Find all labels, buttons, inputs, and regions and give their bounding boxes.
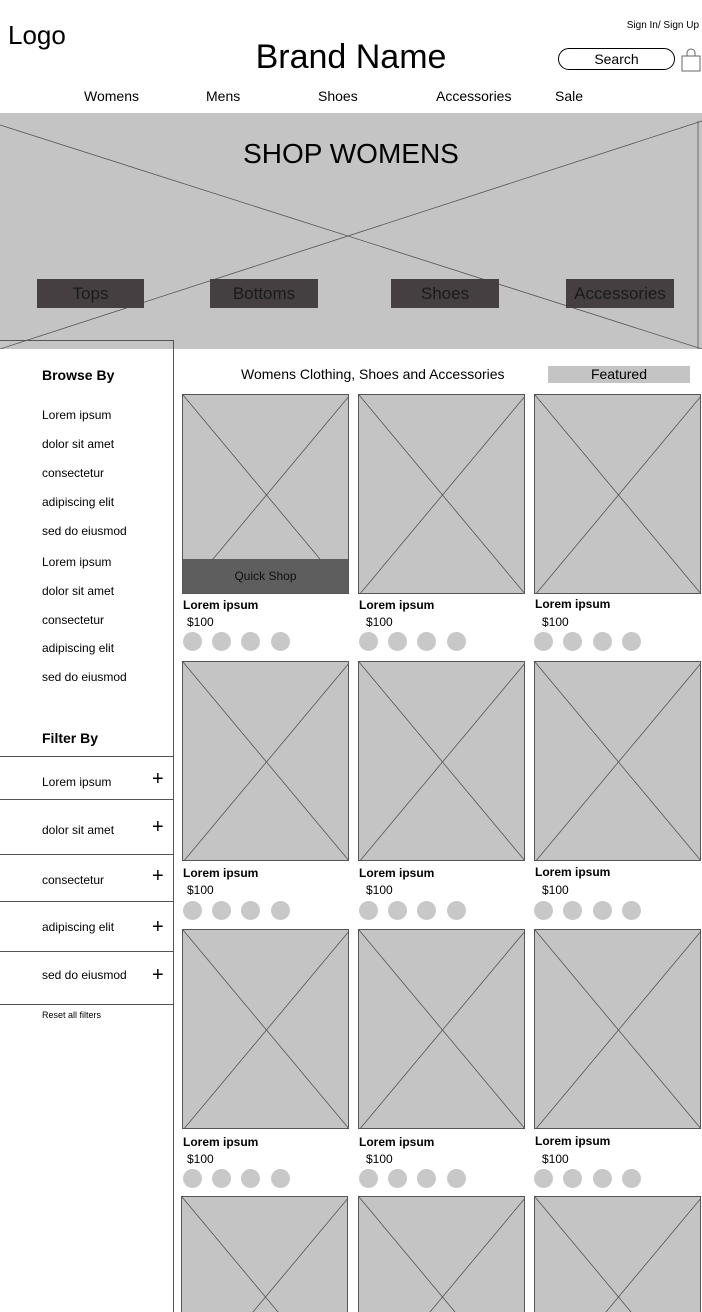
- color-swatch[interactable]: [622, 901, 641, 920]
- product-image[interactable]: [358, 661, 525, 861]
- product-image[interactable]: [182, 929, 349, 1129]
- filter-by-heading: Filter By: [42, 730, 99, 746]
- browse-item[interactable]: dolor sit amet: [42, 437, 115, 451]
- filter-row[interactable]: [0, 901, 173, 951]
- filter-row[interactable]: [0, 854, 173, 901]
- nav-shoes[interactable]: Shoes: [318, 88, 358, 104]
- color-swatch[interactable]: [271, 632, 290, 651]
- color-swatch[interactable]: [183, 901, 202, 920]
- reset-filters-link[interactable]: Reset all filters: [42, 1010, 102, 1020]
- color-swatch[interactable]: [241, 901, 260, 920]
- filter-label: adipiscing elit: [42, 920, 115, 934]
- color-swatch[interactable]: [534, 632, 553, 651]
- browse-item[interactable]: adipiscing elit: [42, 495, 115, 509]
- color-swatch[interactable]: [388, 632, 407, 651]
- color-swatch[interactable]: [359, 632, 378, 651]
- color-swatch[interactable]: [183, 632, 202, 651]
- product-price: $100: [542, 1152, 569, 1166]
- color-swatch[interactable]: [534, 1169, 553, 1188]
- page-title: Womens Clothing, Shoes and Accessories: [241, 366, 505, 382]
- browse-item[interactable]: consectetur: [42, 613, 105, 627]
- product-image[interactable]: [181, 1196, 348, 1312]
- product-name[interactable]: Lorem ipsum: [535, 1134, 611, 1148]
- brand-name: Brand Name: [255, 38, 447, 76]
- browse-item[interactable]: sed do eiusmod: [42, 524, 127, 538]
- product-price: $100: [187, 615, 214, 629]
- filter-label: Lorem ipsum: [42, 775, 112, 789]
- color-swatch[interactable]: [593, 1169, 612, 1188]
- browse-item[interactable]: sed do eiusmod: [42, 670, 127, 684]
- product-name[interactable]: Lorem ipsum: [535, 597, 611, 611]
- color-swatch[interactable]: [563, 901, 582, 920]
- nav-mens[interactable]: Mens: [206, 88, 241, 104]
- color-swatch[interactable]: [417, 632, 436, 651]
- plus-icon[interactable]: +: [152, 865, 164, 887]
- filter-label: dolor sit amet: [42, 823, 115, 837]
- product-price: $100: [542, 883, 569, 897]
- browse-item[interactable]: dolor sit amet: [42, 584, 115, 598]
- color-swatch[interactable]: [241, 632, 260, 651]
- color-swatch[interactable]: [622, 632, 641, 651]
- filter-row[interactable]: [0, 799, 173, 854]
- product-price: $100: [366, 883, 393, 897]
- color-swatch[interactable]: [241, 1169, 260, 1188]
- product-name[interactable]: Lorem ipsum: [183, 866, 259, 880]
- shopping-bag-icon[interactable]: [681, 48, 701, 72]
- category-accessories-button[interactable]: Accessories: [566, 279, 674, 308]
- product-image[interactable]: [358, 394, 525, 594]
- color-swatch[interactable]: [212, 632, 231, 651]
- hero-title: SHOP WOMENS: [243, 138, 459, 169]
- color-swatch[interactable]: [593, 901, 612, 920]
- product-image[interactable]: [358, 1196, 525, 1312]
- product-image[interactable]: [182, 661, 349, 861]
- browse-item[interactable]: adipiscing elit: [42, 641, 115, 655]
- category-shoes-button[interactable]: Shoes: [391, 279, 499, 308]
- color-swatch[interactable]: [212, 901, 231, 920]
- product-price: $100: [366, 1152, 393, 1166]
- product-image[interactable]: [182, 394, 349, 594]
- logo[interactable]: Logo: [8, 20, 66, 50]
- plus-icon[interactable]: +: [152, 816, 164, 838]
- color-swatch[interactable]: [359, 901, 378, 920]
- filter-row[interactable]: [0, 951, 173, 1005]
- color-swatch[interactable]: [593, 632, 612, 651]
- product-name[interactable]: Lorem ipsum: [359, 1135, 435, 1149]
- color-swatch[interactable]: [388, 901, 407, 920]
- quick-shop-button[interactable]: Quick Shop: [183, 559, 348, 593]
- product-name[interactable]: Lorem ipsum: [183, 1135, 259, 1149]
- color-swatch[interactable]: [183, 1169, 202, 1188]
- color-swatch[interactable]: [212, 1169, 231, 1188]
- browse-item[interactable]: Lorem ipsum: [42, 555, 112, 569]
- product-image[interactable]: [534, 661, 701, 861]
- sort-select[interactable]: Featured: [548, 366, 690, 383]
- nav-womens[interactable]: Womens: [84, 88, 139, 104]
- product-price: $100: [187, 883, 214, 897]
- color-swatch[interactable]: [417, 1169, 436, 1188]
- color-swatch[interactable]: [271, 901, 290, 920]
- color-swatch[interactable]: [447, 632, 466, 651]
- browse-by-heading: Browse By: [42, 367, 115, 383]
- product-name[interactable]: Lorem ipsum: [359, 866, 435, 880]
- filter-row[interactable]: [0, 756, 173, 799]
- product-image[interactable]: [534, 1196, 701, 1312]
- browse-item[interactable]: Lorem ipsum: [42, 408, 112, 422]
- color-swatch[interactable]: [563, 1169, 582, 1188]
- color-swatch[interactable]: [622, 1169, 641, 1188]
- plus-icon[interactable]: +: [152, 768, 164, 790]
- color-swatch[interactable]: [388, 1169, 407, 1188]
- nav-sale[interactable]: Sale: [555, 88, 584, 104]
- product-image[interactable]: [358, 929, 525, 1129]
- hero-banner: [0, 113, 702, 349]
- browse-item[interactable]: consectetur: [42, 466, 105, 480]
- product-price: $100: [542, 615, 569, 629]
- product-image[interactable]: [534, 394, 701, 594]
- nav-accessories[interactable]: Accessories: [436, 88, 512, 104]
- category-tops-button[interactable]: Tops: [37, 279, 144, 308]
- plus-icon[interactable]: +: [152, 964, 164, 986]
- product-price: $100: [187, 1152, 214, 1166]
- product-name[interactable]: Lorem ipsum: [183, 598, 259, 612]
- search-input[interactable]: Search: [558, 48, 675, 70]
- color-swatch[interactable]: [417, 901, 436, 920]
- product-name[interactable]: Lorem ipsum: [535, 865, 611, 879]
- product-name[interactable]: Lorem ipsum: [359, 598, 435, 612]
- filter-label: sed do eiusmod: [42, 968, 127, 982]
- product-price: $100: [366, 615, 393, 629]
- color-swatch[interactable]: [563, 632, 582, 651]
- color-swatch[interactable]: [271, 1169, 290, 1188]
- color-swatch[interactable]: [447, 901, 466, 920]
- color-swatch[interactable]: [359, 1169, 378, 1188]
- plus-icon[interactable]: +: [152, 916, 164, 938]
- color-swatch[interactable]: [534, 901, 553, 920]
- category-bottoms-button[interactable]: Bottoms: [210, 279, 318, 308]
- color-swatch[interactable]: [447, 1169, 466, 1188]
- sign-in-link[interactable]: Sign In/ Sign Up: [626, 20, 699, 31]
- product-image[interactable]: [534, 929, 701, 1129]
- filter-label: consectetur: [42, 873, 105, 887]
